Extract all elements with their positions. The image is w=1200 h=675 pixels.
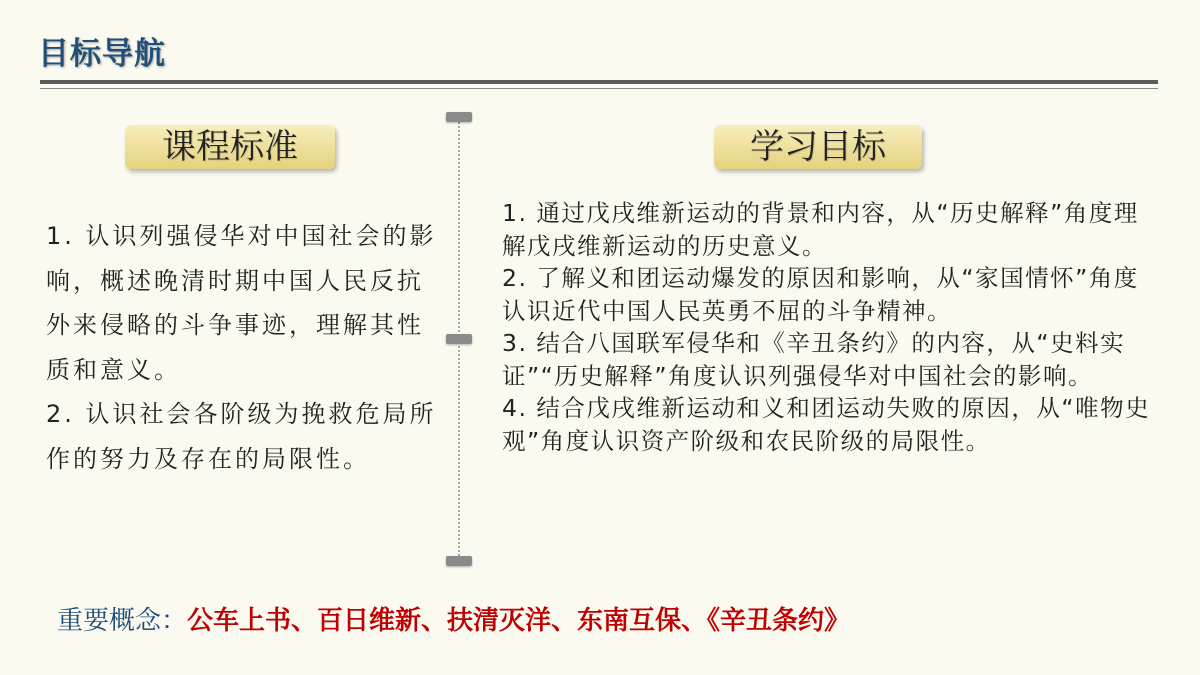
key-concepts-label: 重要概念： <box>57 606 188 636</box>
curriculum-standard-list <box>46 214 446 481</box>
learning-objective-item: 4. 结合戊戌维新运动和义和团运动失败的原因，从“唯物史观”角度认识资产阶级和农民阶级的局限性。 <box>502 394 1151 455</box>
learning-objective-item: 3. 结合八国联军侵华和《辛丑条约》的内容，从“史料实证”“历史解释”角度认识列强侵华对中国社会的影响。 <box>502 329 1126 390</box>
divider-cap-middle <box>446 334 472 344</box>
key-concepts-value: 公车上书、百日维新、扶清灭洋、东南互保、《辛丑条约》 <box>187 606 851 636</box>
curriculum-standard-item: 2. 认识社会各阶级为挽救危局所作的努力及存在的局限性。 <box>46 400 437 473</box>
learning-objective-item: 2. 了解义和团运动爆发的原因和影响，从“家国情怀”角度认识近代中国人民英勇不屈的斗争精神。 <box>502 264 1139 325</box>
learning-objective-item: 1. 通过戊戌维新运动的背景和内容，从“历史解释”角度理解戊戌维新运动的历史意义。 <box>502 199 1139 260</box>
page-title: 目标导航 <box>38 36 166 72</box>
divider-cap-bottom <box>446 556 472 566</box>
divider-cap-top <box>446 112 472 122</box>
key-concepts <box>57 600 850 637</box>
header-rule-thick <box>40 80 1158 84</box>
learning-objectives-badge: 学习目标 <box>714 125 922 169</box>
curriculum-standard-badge: 课程标准 <box>125 125 335 169</box>
header-rule-thin <box>40 88 1158 89</box>
curriculum-standard-item: 1. 认识列强侵华对中国社会的影响，概述晚清时期中国人民反抗外来侵略的斗争事迹，理解其性质和意义。 <box>46 222 437 384</box>
learning-objectives-list <box>502 197 1162 457</box>
